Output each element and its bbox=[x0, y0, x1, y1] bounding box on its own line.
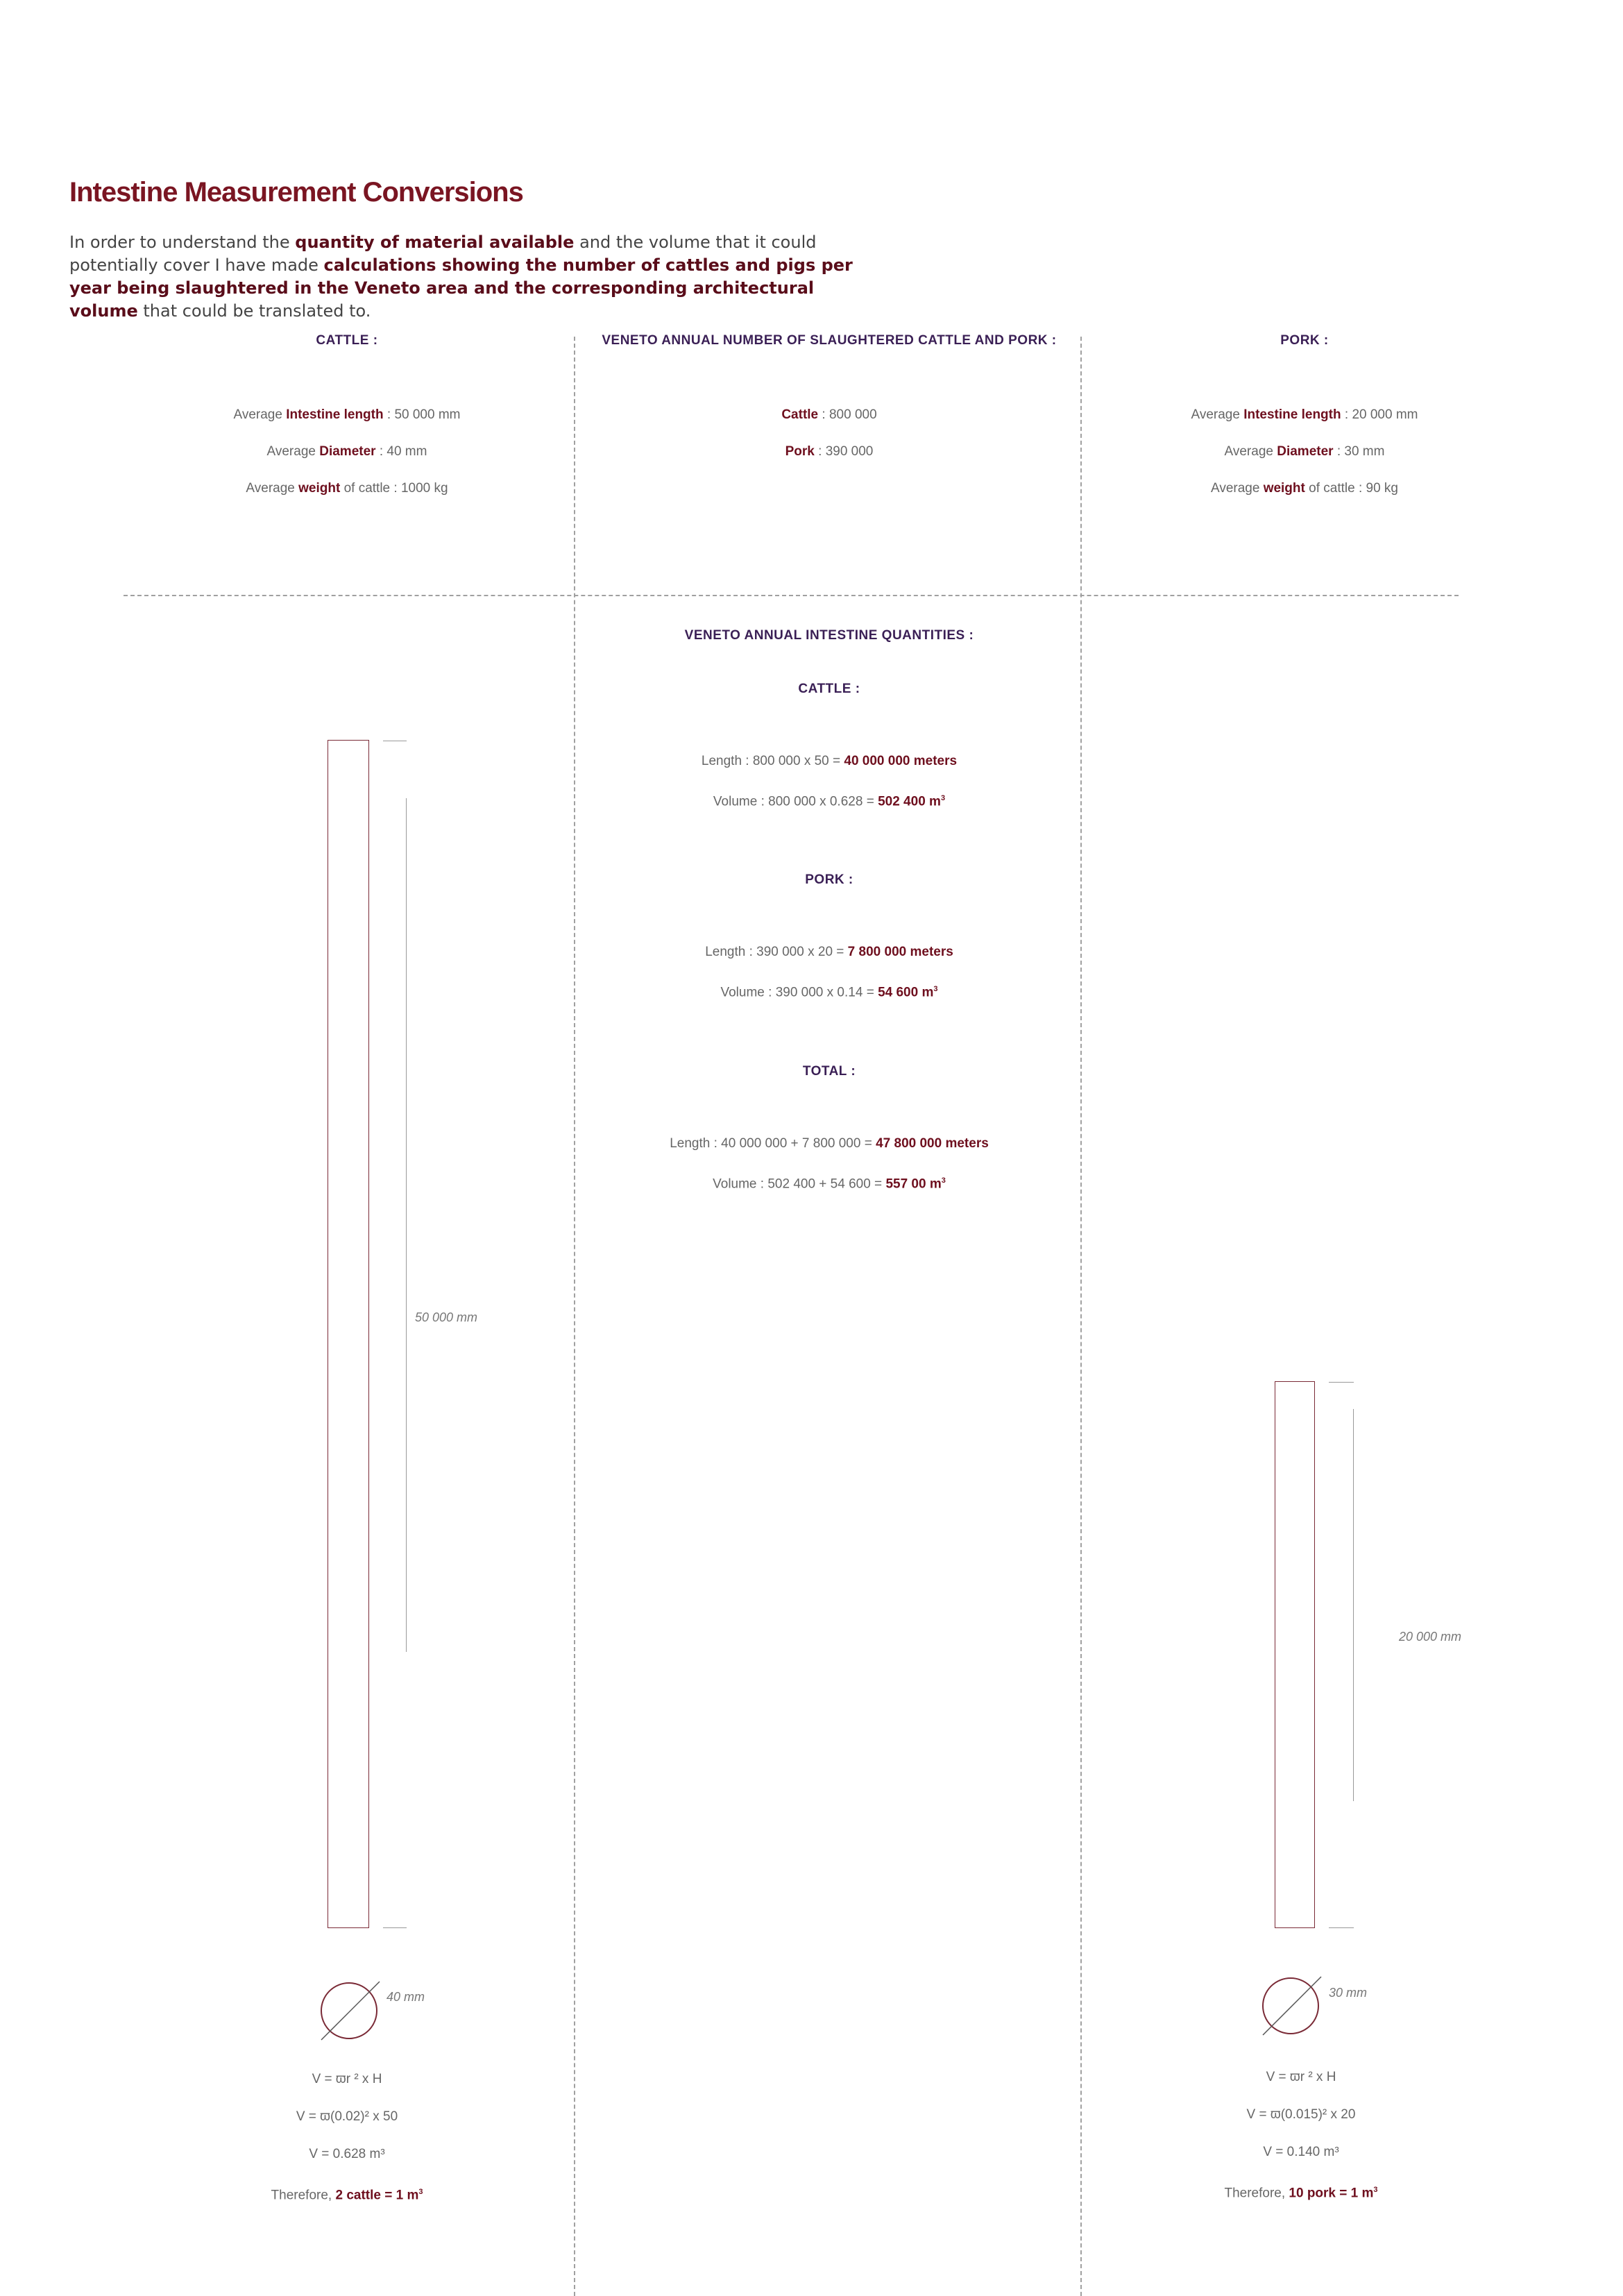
cattle-weight: Average weight of cattle : 1000 kg bbox=[246, 481, 448, 496]
pork-stats bbox=[1131, 333, 1478, 496]
cattle-stats bbox=[173, 333, 520, 496]
cattle-diameter-label: 40 mm bbox=[386, 1990, 425, 2004]
quantities-pork-volume: Volume : 390 000 x 0.14 = 54 600 $m^3$ bbox=[720, 985, 938, 1000]
pork-diameter: Average Diameter : 30 mm bbox=[1224, 444, 1385, 459]
cattle-length: Average Intestine length : 50 000 mm bbox=[233, 407, 461, 422]
veneto-stats bbox=[590, 333, 1069, 459]
pork-dimension-line bbox=[1353, 1409, 1354, 1801]
cattle-formula-1: V = ϖr ² x H bbox=[312, 2072, 382, 2086]
cattle-intestine-rect bbox=[328, 740, 369, 1928]
quantities-total-length: Length : 40 000 000 + 7 800 000 = 47 800 000 meters bbox=[670, 1136, 989, 1151]
pork-length-label: 20 000 mm bbox=[1399, 1630, 1462, 1644]
quantities-pork-length: Length : 390 000 x 20 = 7 800 000 meters bbox=[705, 945, 953, 960]
cattle-formula-2: V = ϖ(0.02)² x 50 bbox=[296, 2109, 398, 2124]
quantities-pork-heading: PORK : bbox=[805, 872, 853, 888]
column-divider-right bbox=[1080, 337, 1082, 2296]
pork-formula-1: V = ϖr ² x H bbox=[1266, 2070, 1336, 2084]
cattle-length-label: 50 000 mm bbox=[415, 1310, 478, 1324]
cattle-dimension-line bbox=[406, 798, 407, 1652]
veneto-heading: VENETO ANNUAL NUMBER OF SLAUGHTERED CATTLE AND PORK : bbox=[602, 333, 1057, 348]
pork-dim-tick-top bbox=[1329, 1382, 1354, 1383]
pork-heading: PORK : bbox=[1280, 333, 1329, 348]
cattle-diameter-icon bbox=[316, 1975, 389, 2048]
quantities-cattle-length: Length : 800 000 x 50 = 40 000 000 meters bbox=[701, 754, 958, 768]
veneto-pork: Pork : 390 000 bbox=[785, 444, 874, 459]
pork-therefore: Therefore, 10 pork = 1 $m^3$ bbox=[1224, 2186, 1378, 2201]
section-divider bbox=[124, 595, 1459, 596]
pork-dim-tick-bottom bbox=[1329, 1927, 1354, 1928]
cattle-formula-3: V = 0.628 m³ bbox=[309, 2147, 385, 2161]
cattle-volume-formula bbox=[208, 2072, 486, 2203]
pork-diameter-label: 30 mm bbox=[1329, 1986, 1368, 2000]
veneto-cattle: Cattle : 800 000 bbox=[781, 407, 877, 422]
intro-paragraph: In order to understand the quantity of material available and the volume that it could potentially cover I have made calculations showing the number of cattles and pigs per year being slaughtered in the Veneto area and the corresponding architectural volume that could be translated to. bbox=[69, 233, 853, 321]
quantities-total-volume: Volume : 502 400 + 54 600 = 557 00 $m^3$ bbox=[713, 1176, 946, 1191]
pork-intestine-rect bbox=[1275, 1381, 1315, 1928]
quantities-heading: VENETO ANNUAL INTESTINE QUANTITIES : bbox=[684, 628, 974, 643]
page-title: Intestine Measurement Conversions bbox=[69, 177, 523, 208]
quantities-cattle-volume: Volume : 800 000 x 0.628 = 502 400 $m^3$ bbox=[713, 794, 946, 809]
quantities-section bbox=[590, 628, 1069, 1192]
pork-volume-formula bbox=[1162, 2070, 1440, 2201]
cattle-dim-tick-bottom bbox=[383, 1927, 407, 1928]
cattle-diameter: Average Diameter : 40 mm bbox=[266, 444, 427, 459]
pork-formula-2: V = ϖ(0.015)² x 20 bbox=[1246, 2107, 1356, 2122]
pork-weight: Average weight of cattle : 90 kg bbox=[1210, 481, 1398, 496]
quantities-cattle-heading: CATTLE : bbox=[798, 682, 860, 696]
pork-diameter-icon bbox=[1256, 1971, 1329, 2044]
pork-formula-3: V = 0.140 m³ bbox=[1263, 2145, 1339, 2159]
column-divider-left bbox=[574, 337, 575, 2296]
pork-length: Average Intestine length : 20 000 mm bbox=[1191, 407, 1418, 422]
quantities-total-heading: TOTAL : bbox=[802, 1063, 856, 1079]
cattle-heading: CATTLE : bbox=[316, 333, 378, 348]
cattle-therefore: Therefore, 2 cattle = 1 $m^3$ bbox=[271, 2188, 423, 2203]
